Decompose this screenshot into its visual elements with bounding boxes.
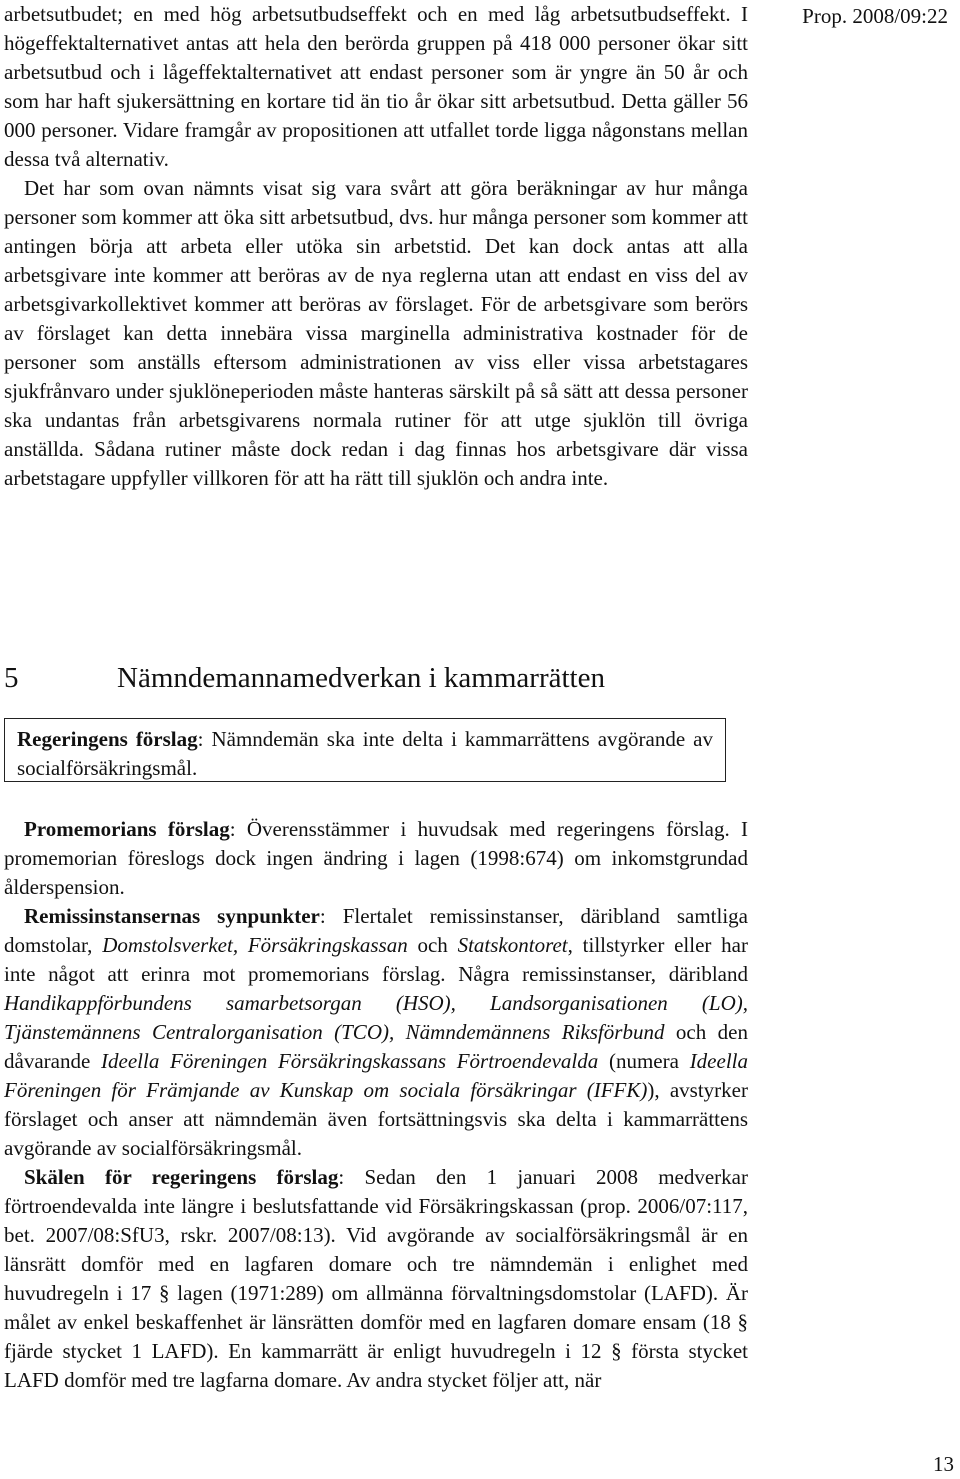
top-text-block [4, 0, 748, 493]
section-number: 5 [4, 662, 19, 694]
remiss-label: Remissinstansernas synpunkter [24, 904, 320, 928]
proposition-reference: Prop. 2008/09:22 [802, 4, 948, 28]
proposal-text: : Nämndemän ska inte delta i kammarrättens avgörande av socialförsäkringsmål. [17, 727, 713, 780]
section-title: Nämndemannamedverkan i kammarrätten [117, 662, 605, 694]
remiss-italic-1: Domstolsverket, Försäkringskassan [102, 933, 408, 957]
skalen-text: : Sedan den 1 januari 2008 medverkar förtroendevalda inte längre i beslutsfattande vid Försäkringskassan (prop. 2006/07:117, bet. 2007/08:SfU3, rskr. 2007/08:13). Vid avgörande av socialförsäkringsmål är en länsrätt domför med en lagfaren domare och tre nämndemän i enlighet med huvudregeln i 17 § lagen (1971:289) om allmänna förvaltningsdomstolar (LAFD). Är målet av enkel beskaffenhet är länsrätten domför med en lagfaren domare ensam (18 § fjärde stycket 1 LAFD). En kammarrätt är enligt huvudregeln i 12 § första stycket LAFD domför med tre lagfarna domare. Av andra stycket följer att, när [4, 1165, 748, 1392]
paragraph-continuation: arbetsutbudet; en med hög arbetsutbudseffekt och en med låg arbetsutbudseffekt. I högeffektalternativet antas att hela den berörda gruppen på 418 000 personer ökar sitt arbetsutbud och i lågeffektalternativet att endast personer som är yngre än 50 år och som har haft sjukersättning en kortare tid än tio år ökar sitt arbetsutbud. Detta gäller 56 000 personer. Vidare framgår av propositionen att utfallet torde ligga någonstans mellan dessa två alternativ. [4, 2, 748, 171]
section-heading [4, 660, 754, 696]
paragraph-arbetsgivare: Det har som ovan nämnts visat sig vara svårt att göra beräkningar av hur många personer som kommer att öka sitt arbetsutbud, dvs. hur många personer som kommer att antingen börja att arbeta eller utöka sin arbetstid. Det kan dock antas att alla arbetsgivare inte kommer att beröras av de nya reglerna utan att endast en viss del av arbetsgivarkollektivet kommer att beröras av förslaget. För de arbetsgivare som berörs av förslaget kan detta innebära vissa marginella administrativa kostnader för de personer som anställs eftersom administrationen av viss eller vissa arbetstagares sjukfrånvaro under sjuklöneperioden måste hanteras särskilt på så sätt att dessa personer ska undantas från arbetsgivarens normala rutiner för att utge sjuklön till övriga anställda. Sådana rutiner måste dock redan i dag finnas hos arbetsgivare där vissa arbetstagare uppfyller villkoren för att ha rätt till sjuklön och andra inte. [4, 176, 748, 490]
skalen-label: Skälen för regeringens förslag [24, 1165, 339, 1189]
paragraph-promemoria [4, 815, 748, 902]
remiss-text-1: : Flertalet remissinstanser, däribland samtliga domstolar, [4, 904, 749, 957]
proposal-box [4, 718, 726, 782]
page-number: 13 [933, 1452, 954, 1476]
remiss-italic-4: Ideella Föreningen Försäkringskassans Förtroendevalda [101, 1049, 599, 1073]
paragraph-skalen [4, 1163, 748, 1395]
remiss-text-2: och [407, 933, 458, 957]
remiss-text-4: och den dåvarande [4, 1020, 748, 1073]
remiss-italic-3: Handikappförbundens samarbetsorgan (HSO), Landsorganisationen (LO), Tjänstemännens Centralorganisation (TCO), Nämndemännens Riksförbund [4, 991, 748, 1044]
promemoria-label: Promemorians förslag [24, 817, 230, 841]
proposal-label: Regeringens förslag [17, 727, 198, 751]
body-text-block [4, 815, 748, 1395]
remiss-italic-2: Statskontoret [457, 933, 568, 957]
remiss-text-6: ), avstyrker förslaget och anser att nämndemän även fortsättningsvis ska delta i kammarrättens avgörande av socialförsäkringsmål. [4, 1078, 748, 1160]
remiss-text-5: (numera [598, 1049, 690, 1073]
remiss-text-3: , tillstyrker eller har inte något att erinra mot promemorians förslag. Några remissinstanser, däribland [4, 933, 748, 986]
remiss-italic-5: Ideella Föreningen för Främjande av Kunskap om sociala försäkringar (IFFK) [4, 1049, 748, 1102]
paragraph-remiss [4, 902, 748, 1163]
promemoria-text: : Överensstämmer i huvudsak med regeringens förslag. I promemorian föreslogs dock ingen ändring i lagen (1998:674) om inkomstgrundad ålderspension. [4, 817, 748, 899]
